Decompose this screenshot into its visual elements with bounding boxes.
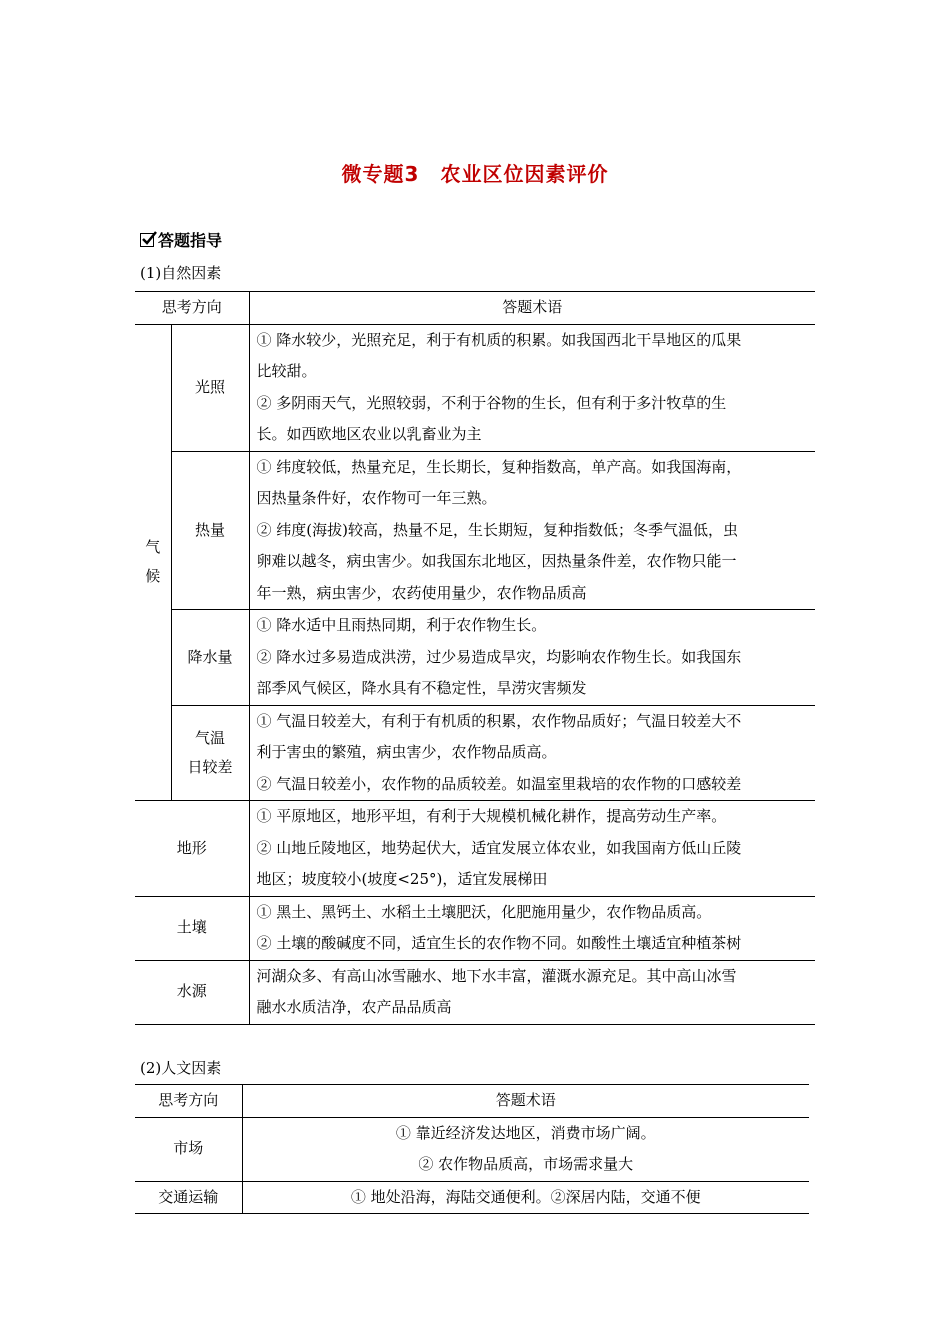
table-row bbox=[135, 960, 815, 1024]
table-header-row bbox=[135, 1085, 809, 1118]
terms-cell: ① 降水适中且雨热同期，利于农作物生长。 ② 降水过多易造成洪涝，过少易造成旱灾，均影响农作物生长。如我国东 部季风气候区，降水具有不稳定性，旱涝灾害频发 bbox=[249, 610, 815, 706]
table-row bbox=[135, 705, 815, 801]
factor-water: 水源 bbox=[135, 960, 249, 1024]
terms-cell: ① 纬度较低，热量充足，生长期长，复种指数高，单产高。如我国海南， 因热量条件好，农作物可一年三熟。 ② 纬度(海拔)较高，热量不足，生长期短，复种指数低；冬季气温低，虫 卵难以越冬，病虫害少。如我国东北地区，因热量条件差，农作物只能一 年一熟，病虫害少，农药使用量少，农作物品质高 bbox=[249, 451, 815, 610]
header-direction: 思考方向 bbox=[135, 292, 249, 325]
factor-market: 市场 bbox=[135, 1117, 242, 1181]
guide-heading bbox=[140, 228, 222, 251]
factor-heat: 热量 bbox=[171, 451, 249, 610]
checkbox-icon bbox=[140, 233, 154, 247]
section-label-natural: (1)自然因素 bbox=[140, 264, 222, 282]
table-row bbox=[135, 896, 815, 960]
terms-cell: ① 靠近经济发达地区，消费市场广阔。 ② 农作物品质高，市场需求量大 bbox=[242, 1117, 809, 1181]
factor-terrain: 地形 bbox=[135, 801, 249, 897]
factor-transport: 交通运输 bbox=[135, 1181, 242, 1214]
human-factors-table bbox=[135, 1084, 809, 1214]
table-row bbox=[135, 1181, 809, 1214]
table-row bbox=[135, 324, 815, 451]
natural-factors-table bbox=[135, 291, 815, 1025]
factor-precipitation: 降水量 bbox=[171, 610, 249, 706]
factor-diurnal-range: 气温 日较差 bbox=[171, 705, 249, 801]
terms-cell: ① 降水较少，光照充足，利于有机质的积累。如我国西北干旱地区的瓜果 比较甜。 ② 多阴雨天气，光照较弱，不利于谷物的生长，但有利于多汁牧草的生 长。如西欧地区农业以乳畜业为主 bbox=[249, 324, 815, 451]
header-terms: 答题术语 bbox=[249, 292, 815, 325]
section-label-human: (2)人文因素 bbox=[140, 1059, 222, 1077]
table-row bbox=[135, 451, 815, 610]
header-direction: 思考方向 bbox=[135, 1085, 242, 1118]
terms-cell: ① 地处沿海，海陆交通便利。②深居内陆，交通不便 bbox=[242, 1181, 809, 1214]
factor-soil: 土壤 bbox=[135, 896, 249, 960]
table-row bbox=[135, 1117, 809, 1181]
terms-cell: ① 黑土、黑钙土、水稻土土壤肥沃，化肥施用量少，农作物品质高。 ② 土壤的酸碱度不同，适宜生长的农作物不同。如酸性土壤适宜种植茶树 bbox=[249, 896, 815, 960]
header-terms: 答题术语 bbox=[242, 1085, 809, 1118]
page-title: 微专题3 农业区位因素评价 bbox=[341, 162, 609, 186]
terms-cell: 河湖众多、有高山冰雪融水、地下水丰富，灌溉水源充足。其中高山冰雪 融水水质洁净，农产品品质高 bbox=[249, 960, 815, 1024]
terms-cell: ① 平原地区，地形平坦，有利于大规模机械化耕作，提高劳动生产率。 ② 山地丘陵地区，地势起伏大，适宜发展立体农业，如我国南方低山丘陵 地区；坡度较小(坡度<25°)，适宜发展梯田 bbox=[249, 801, 815, 897]
table-row bbox=[135, 801, 815, 897]
climate-group-label: 气 候 bbox=[135, 324, 171, 801]
terms-cell: ① 气温日较差大，有利于有机质的积累，农作物品质好；气温日较差大不 利于害虫的繁殖，病虫害少，农作物品质高。 ② 气温日较差小，农作物的品质较差。如温室里栽培的农作物的口感较差 bbox=[249, 705, 815, 801]
table-header-row bbox=[135, 292, 815, 325]
guide-heading-label: 答题指导 bbox=[158, 231, 223, 250]
factor-sunlight: 光照 bbox=[171, 324, 249, 451]
table-row bbox=[135, 610, 815, 706]
